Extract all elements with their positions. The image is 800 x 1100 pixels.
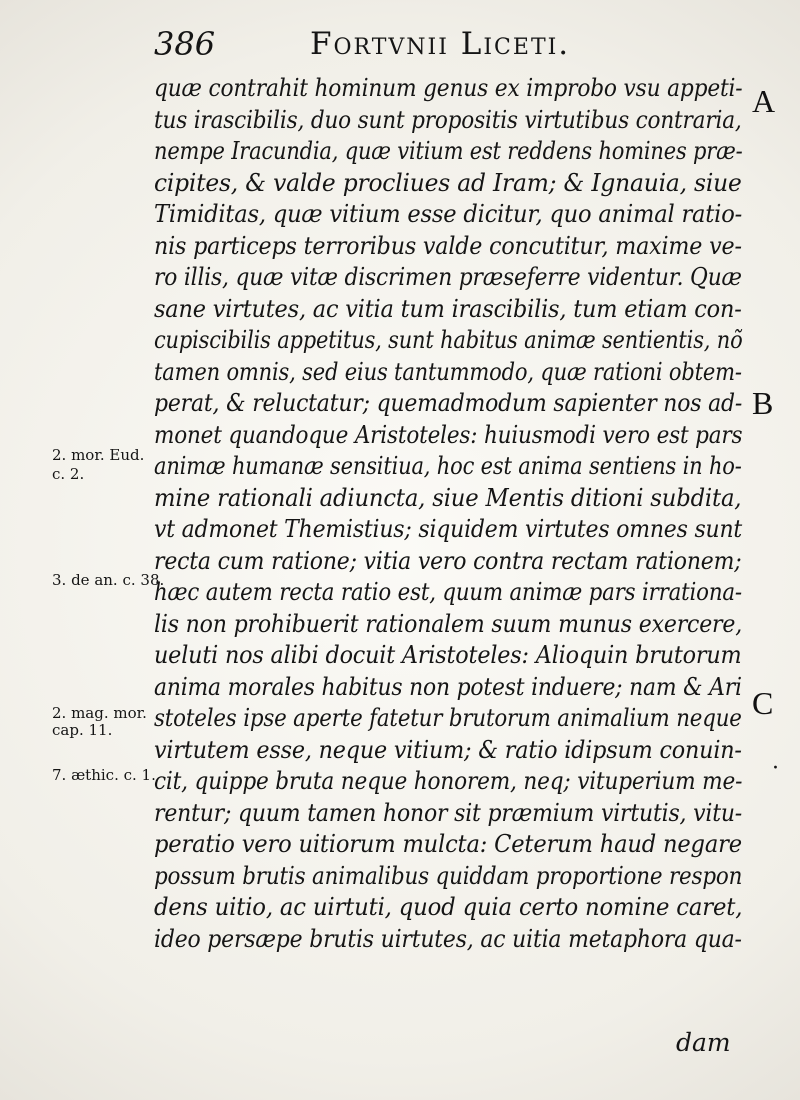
text-line: vt admonet Themistius; siquidem virtutes omnes sunt <box>154 514 743 543</box>
text-line: recta cum ratione; vitia vero contra rectam rationem; <box>154 545 742 575</box>
text-line: rentur; quum tamen honor sit præmium virtutis, vitu- <box>154 797 743 827</box>
text-line: cit, quippe bruta neque honorem, neq; vituperium me- <box>154 766 743 795</box>
text-line: sane virtutes, ac vitia tum irascibilis, tum etiam con- <box>154 293 742 323</box>
text-line: monet quandoque Aristoteles: huiusmodi vero est pars <box>154 419 743 449</box>
text-line: lis non prohibuerit rationalem suum munus exercere, <box>154 608 743 638</box>
margin-dot: · <box>772 756 779 781</box>
margin-note-cap: c. 2. <box>52 465 85 483</box>
text-line: possum brutis animalibus quiddam proportione respon <box>154 860 743 890</box>
section-letter-a: A <box>752 83 776 119</box>
text-line: tamen omnis, sed eius tantummodo, quæ rationi obtem- <box>154 356 742 386</box>
catchword: dam <box>676 1028 731 1057</box>
section-letter-b: B <box>752 385 774 421</box>
show-through-text <box>46 324 166 378</box>
page-header <box>154 26 734 62</box>
text-line: virtutem esse, neque vitium; & ratio idipsum conuin- <box>154 734 742 764</box>
margin-note-aethic: 7. æthic. c. 1. <box>52 766 156 784</box>
margin-note-de-anima: 3. de an. c. 38. <box>52 571 165 589</box>
text-line: peratio vero uitiorum mulcta: Ceterum haud negare <box>154 829 742 858</box>
page-number: 386 <box>154 25 216 63</box>
text-line: dens uitio, ac uirtuti, quod quia certo nomine caret, <box>154 892 743 921</box>
text-line: quæ contrahit hominum genus ex improbo vsu appeti- <box>154 73 743 102</box>
text-line: animæ humanæ sensitiua, hoc est anima sentiens in ho- <box>154 451 742 480</box>
text-line: stoteles ipse aperte fatetur brutorum animalium neque <box>154 703 742 732</box>
text-line: cipites, & valde procliues ad Iram; & Ignauia, siue <box>154 167 742 197</box>
body-text <box>154 72 744 954</box>
text-line: ideo persæpe brutis uirtutes, ac uitia metaphora qua- <box>154 923 742 953</box>
text-line: perat, & reluctatur; quemadmodum sapienter nos ad- <box>154 388 743 417</box>
text-line: ueluti nos alibi docuit Aristoteles: Alioquin brutorum <box>154 640 742 669</box>
text-line: nis particeps terroribus valde concutitur, maxime ve- <box>154 230 742 260</box>
margin-note-mag-mor: 2. mag. mor. <box>52 704 147 722</box>
text-line: mine rationali adiuncta, siue Mentis ditioni subdita, <box>154 482 742 512</box>
text-line: nempe Iracundia, quæ vitium est reddens homines præ- <box>154 136 743 165</box>
text-line: cupiscibilis appetitus, sunt habitus animæ sentientis, nõ <box>154 325 743 354</box>
margin-note-mag-mor-cap: cap. 11. <box>52 721 113 739</box>
running-head: Fortvnii Liceti. <box>310 26 571 62</box>
text-line: tus irascibilis, duo sunt propositis virtutibus contraria, <box>154 104 742 134</box>
text-line: hæc autem recta ratio est, quum animæ pars irrationa- <box>154 577 742 606</box>
section-letter-c: C <box>752 685 774 721</box>
margin-note-mor-eud: 2. mor. Eud. <box>52 446 145 464</box>
text-line: ro illis, quæ vitæ discrimen præseferre videntur. Quæ <box>154 262 742 291</box>
text-line: anima morales habitus non potest induere; nam & Ari <box>154 671 742 701</box>
text-line: Timiditas, quæ vitium esse dicitur, quo animal ratio- <box>154 199 743 228</box>
